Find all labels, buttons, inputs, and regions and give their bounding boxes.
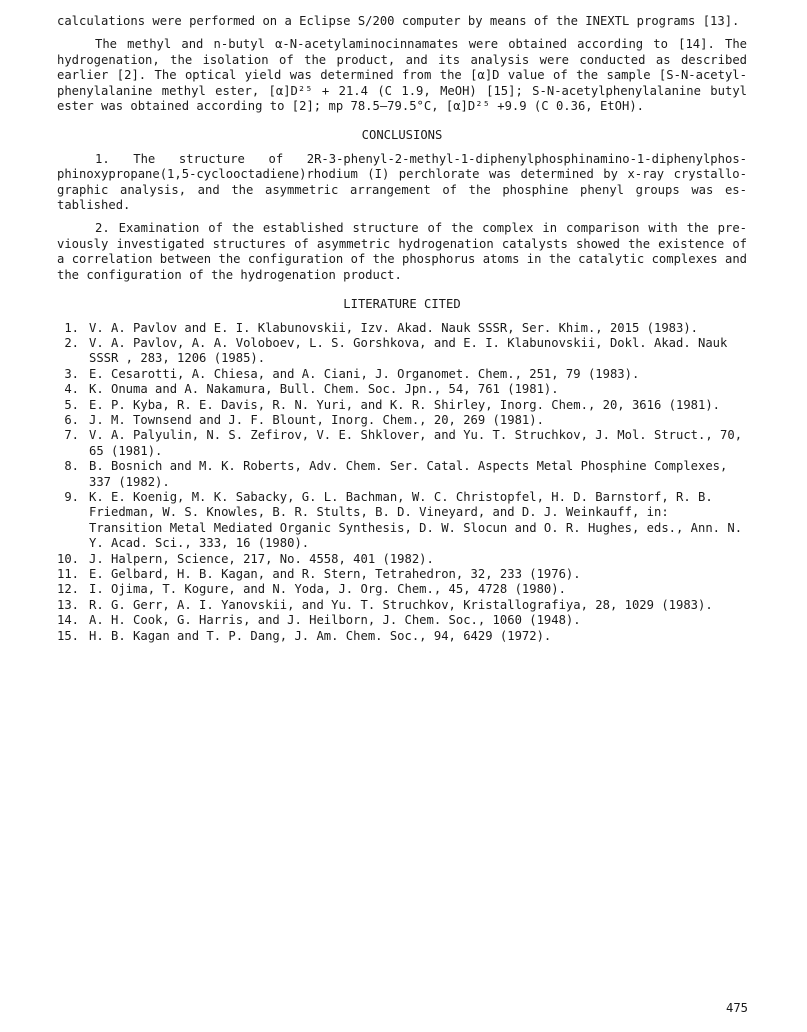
reference-text: V. A. Palyulin, N. S. Zefirov, V. E. Shklover, and Yu. T. Struchkov, J. Mol. Struct., 70, 65 (1981). bbox=[89, 428, 743, 458]
reference-item bbox=[57, 336, 747, 367]
paragraph-synthesis: The methyl and n-butyl α-N-acetylaminocinnamates were obtained according to [14]. The hydrogenation, the isolation of the product, and its analysis were conducted as described earlier [2]. The optical yield was determined from the [α]D value of the sample [S-N-acetyl-phenylalanine methyl ester, [α]D²⁵ + 21.4 (C 1.9, MeOH) [15]; S-N-acetylphenylalanine butyl ester was obtained according to [2]; mp 78.5–79.5°C, [α]D²⁵ +9.9 (C 0.36, EtOH). bbox=[57, 37, 747, 114]
reference-item bbox=[57, 613, 747, 628]
reference-number: 15. bbox=[56, 628, 79, 643]
reference-text: V. A. Pavlov, A. A. Voloboev, L. S. Gorshkova, and E. I. Klabunovskii, Dokl. Akad. Nauk SSSR , 283, 1206 (1985). bbox=[89, 335, 728, 366]
reference-item bbox=[57, 321, 747, 336]
reference-item bbox=[57, 428, 747, 459]
reference-number: 10. bbox=[56, 551, 79, 566]
reference-number: 5. bbox=[64, 397, 79, 412]
reference-number: 8. bbox=[64, 459, 79, 474]
reference-text: K. E. Koenig, M. K. Sabacky, G. L. Bachman, W. C. Christopfel, H. D. Barnstorf, R. B. Friedman, W. S. Knowles, B. R. Stults, B. D. Vineyard, and D. J. Weinkauff, in: Transition Metal Mediated Organic Synthesis, D. W. Slocun and O. R. Hughes, eds., Ann. N. Y. Acad. Sci., 333, 16 (1980). bbox=[89, 489, 743, 551]
reference-number: 1. bbox=[64, 320, 79, 335]
reference-item bbox=[57, 567, 747, 582]
paper-page bbox=[57, 14, 747, 644]
reference-item bbox=[57, 398, 747, 413]
reference-text: B. Bosnich and M. K. Roberts, Adv. Chem. Ser. Catal. Aspects Metal Phosphine Complexes, 337 (1982). bbox=[89, 459, 728, 489]
reference-text: A. H. Cook, G. Harris, and J. Heilborn, J. Chem. Soc., 1060 (1948). bbox=[89, 613, 581, 628]
reference-item bbox=[57, 382, 747, 397]
reference-item bbox=[57, 413, 747, 428]
reference-number: 11. bbox=[56, 567, 79, 581]
reference-text: E. P. Kyba, R. E. Davis, R. N. Yuri, and K. R. Shirley, Inorg. Chem., 20, 3616 (1981). bbox=[89, 397, 721, 412]
reference-text: J. Halpern, Science, 217, No. 4558, 401 (1982). bbox=[89, 551, 434, 566]
reference-item bbox=[57, 598, 747, 613]
reference-text: H. B. Kagan and T. P. Dang, J. Am. Chem. Soc., 94, 6429 (1972). bbox=[89, 628, 552, 643]
reference-number: 9. bbox=[64, 489, 79, 504]
conclusion-item: 1. The structure of 2R-3-phenyl-2-methyl-1-diphenylphosphinamino-1-diphenylphos-phinoxypropane(1,5-cyclooctadiene)rhodium (I) perchlorate was determined by x-ray crystallo-graphic analysis, and the asymmetric arrangement of the phosphine phenyl groups was es-tablished. bbox=[57, 151, 747, 213]
page-number: 475 bbox=[726, 1001, 749, 1015]
reference-item bbox=[57, 582, 747, 597]
reference-number: 6. bbox=[64, 412, 79, 427]
conclusions-heading: CONCLUSIONS bbox=[361, 128, 443, 143]
conclusion-item: 2. Examination of the established structure of the complex in comparison with the pre-viously investigated structures of asymmetric hydrogenation catalysts showed the existence of a correlation between the configuration of the phosphorus atoms in the catalytic complexes and the configuration of the hydrogenation product. bbox=[57, 221, 747, 282]
reference-number: 4. bbox=[64, 382, 79, 397]
reference-item bbox=[57, 459, 747, 490]
reference-text: E. Gelbard, H. B. Kagan, and R. Stern, Tetrahedron, 32, 233 (1976). bbox=[89, 567, 581, 581]
reference-item bbox=[57, 367, 747, 382]
reference-number: 2. bbox=[64, 335, 79, 350]
reference-text: R. G. Gerr, A. I. Yanovskii, and Yu. T. Struchkov, Kristallografiya, 28, 1029 (1983). bbox=[89, 597, 713, 612]
reference-item bbox=[57, 552, 747, 567]
reference-list bbox=[57, 321, 747, 645]
reference-text: J. M. Townsend and J. F. Blount, Inorg. Chem., 20, 269 (1981). bbox=[89, 412, 544, 427]
reference-number: 12. bbox=[56, 582, 79, 597]
reference-text: K. Onuma and A. Nakamura, Bull. Chem. Soc. Jpn., 54, 761 (1981). bbox=[89, 382, 559, 397]
reference-item bbox=[57, 490, 747, 552]
reference-text: V. A. Pavlov and E. I. Klabunovskii, Izv. Akad. Nauk SSSR, Ser. Khim., 2015 (1983). bbox=[89, 320, 699, 335]
reference-text: E. Cesarotti, A. Chiesa, and A. Ciani, J. Organomet. Chem., 251, 79 (1983). bbox=[89, 366, 640, 381]
reference-number: 7. bbox=[64, 428, 79, 443]
reference-item bbox=[57, 629, 747, 644]
reference-number: 13. bbox=[56, 597, 79, 612]
literature-heading: LITERATURE CITED bbox=[343, 297, 461, 312]
reference-text: I. Ojima, T. Kogure, and N. Yoda, J. Org. Chem., 45, 4728 (1980). bbox=[89, 582, 566, 597]
paragraph-methods-end: calculations were performed on a Eclipse S/200 computer by means of the INEXTL programs [13]. bbox=[57, 14, 740, 28]
reference-number: 3. bbox=[64, 366, 79, 381]
reference-number: 14. bbox=[56, 613, 79, 628]
